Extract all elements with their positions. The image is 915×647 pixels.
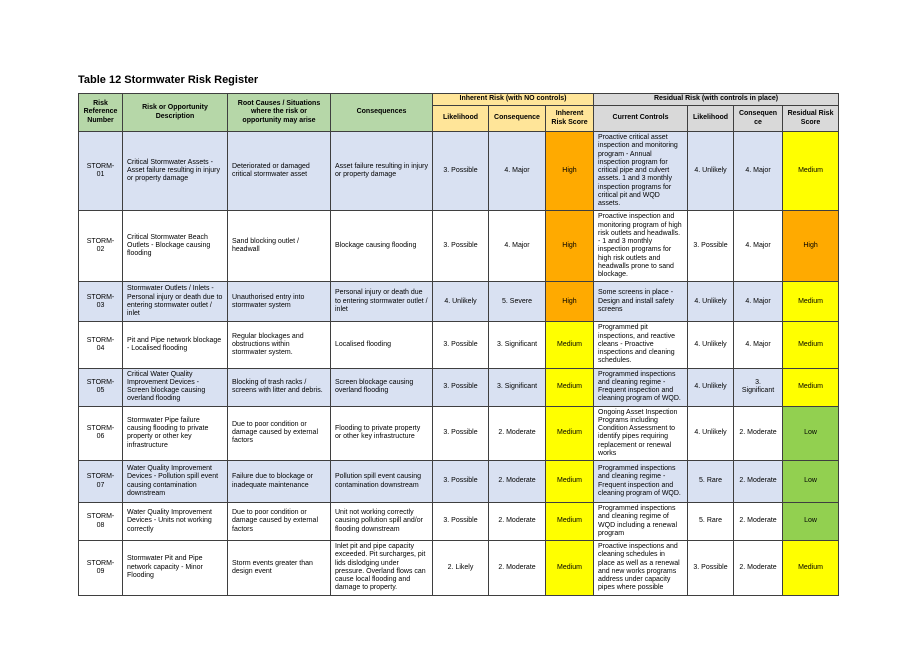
table-row — [79, 132, 839, 211]
inherent-consequence-cell: 3. Significant — [489, 322, 546, 368]
table-row — [79, 322, 839, 368]
consequences-cell: Pollution spill event causing contamination downstream — [331, 461, 433, 503]
current-controls-cell: Proactive inspection and monitoring program of high risk outlets and headwalls. - 1 and 3 monthly inspection programs for high risk outlets and headwalls prone to sand blockage. — [594, 211, 688, 282]
inherent-consequence-cell: 2. Moderate — [489, 541, 546, 596]
residual-consequence-cell: 2. Moderate — [734, 461, 783, 503]
residual-likelihood-cell: 4. Unlikely — [688, 282, 734, 322]
consequences-cell: Screen blockage causing overland flooding — [331, 368, 433, 406]
description-cell: Critical Stormwater Assets - Asset failure resulting in injury or property damage — [123, 132, 228, 211]
table-row — [79, 503, 839, 541]
col-header-root-causes: Root Causes / Situations where the risk or opportunity may arise — [228, 94, 331, 132]
col-header-current-controls: Current Controls — [594, 106, 688, 132]
inherent-likelihood-cell: 3. Possible — [433, 503, 489, 541]
residual-score-cell: Medium — [783, 282, 839, 322]
inherent-score-cell: Medium — [546, 322, 594, 368]
inherent-score-cell: Medium — [546, 368, 594, 406]
current-controls-cell: Programmed inspections and cleaning regime - Frequent inspection and cleaning program of WQD. — [594, 461, 688, 503]
inherent-likelihood-cell: 3. Possible — [433, 406, 489, 461]
risk-ref-cell: STORM-07 — [79, 461, 123, 503]
inherent-consequence-cell: 4. Major — [489, 211, 546, 282]
root-causes-cell: Unauthorised entry into stormwater system — [228, 282, 331, 322]
inherent-likelihood-cell: 3. Possible — [433, 132, 489, 211]
root-causes-cell: Due to poor condition or damage caused by external factors — [228, 406, 331, 461]
residual-likelihood-cell: 5. Rare — [688, 461, 734, 503]
col-header-residual-score: Residual Risk Score — [783, 106, 839, 132]
residual-score-cell: Medium — [783, 541, 839, 596]
group-header-residual-risk: Residual Risk (with controls in place) — [594, 94, 839, 106]
residual-consequence-cell: 4. Major — [734, 132, 783, 211]
consequences-cell: Localised flooding — [331, 322, 433, 368]
description-cell: Stormwater Pipe failure causing flooding to private property or other key infrastructure — [123, 406, 228, 461]
residual-score-cell: Low — [783, 406, 839, 461]
inherent-score-cell: High — [546, 132, 594, 211]
risk-ref-cell: STORM-01 — [79, 132, 123, 211]
inherent-score-cell: Medium — [546, 503, 594, 541]
table-row — [79, 406, 839, 461]
col-header-risk-ref: Risk Reference Number — [79, 94, 123, 132]
inherent-score-cell: Medium — [546, 406, 594, 461]
residual-likelihood-cell: 3. Possible — [688, 541, 734, 596]
inherent-consequence-cell: 2. Moderate — [489, 406, 546, 461]
risk-ref-cell: STORM-04 — [79, 322, 123, 368]
residual-consequence-cell: 2. Moderate — [734, 541, 783, 596]
residual-likelihood-cell: 5. Rare — [688, 503, 734, 541]
consequences-cell: Asset failure resulting in injury or property damage — [331, 132, 433, 211]
root-causes-cell: Due to poor condition or damage caused by external factors — [228, 503, 331, 541]
residual-score-cell: Medium — [783, 368, 839, 406]
col-header-inherent-likelihood: Likelihood — [433, 106, 489, 132]
col-header-description: Risk or Opportunity Description — [123, 94, 228, 132]
group-header-row — [79, 94, 839, 106]
current-controls-cell: Programmed inspections and cleaning regime of WQD including a renewal program — [594, 503, 688, 541]
inherent-score-cell: Medium — [546, 461, 594, 503]
inherent-likelihood-cell: 2. Likely — [433, 541, 489, 596]
description-cell: Pit and Pipe network blockage - Localised flooding — [123, 322, 228, 368]
risk-ref-cell: STORM-06 — [79, 406, 123, 461]
description-cell: Water Quality Improvement Devices - Units not working correctly — [123, 503, 228, 541]
residual-consequence-cell: 4. Major — [734, 211, 783, 282]
consequences-cell: Flooding to private property or other key infrastructure — [331, 406, 433, 461]
residual-score-cell: Low — [783, 461, 839, 503]
inherent-consequence-cell: 5. Severe — [489, 282, 546, 322]
root-causes-cell: Deteriorated or damaged critical stormwater asset — [228, 132, 331, 211]
inherent-consequence-cell: 3. Significant — [489, 368, 546, 406]
inherent-likelihood-cell: 3. Possible — [433, 461, 489, 503]
table-row — [79, 282, 839, 322]
table-header — [79, 94, 839, 132]
residual-consequence-cell: 4. Major — [734, 282, 783, 322]
residual-likelihood-cell: 4. Unlikely — [688, 132, 734, 211]
risk-ref-cell: STORM-02 — [79, 211, 123, 282]
root-causes-cell: Storm events greater than design event — [228, 541, 331, 596]
residual-likelihood-cell: 4. Unlikely — [688, 368, 734, 406]
residual-consequence-cell: 3. Significant — [734, 368, 783, 406]
consequences-cell: Personal injury or death due to entering stormwater outlet / inlet — [331, 282, 433, 322]
stormwater-risk-register-table — [78, 93, 839, 596]
consequences-cell: Blockage causing flooding — [331, 211, 433, 282]
inherent-consequence-cell: 2. Moderate — [489, 461, 546, 503]
col-header-inherent-consequence: Consequence — [489, 106, 546, 132]
root-causes-cell: Regular blockages and obstructions within stormwater system. — [228, 322, 331, 368]
description-cell: Water Quality Improvement Devices - Pollution spill event causing contamination downstream — [123, 461, 228, 503]
inherent-score-cell: High — [546, 211, 594, 282]
residual-likelihood-cell: 4. Unlikely — [688, 406, 734, 461]
inherent-likelihood-cell: 3. Possible — [433, 211, 489, 282]
residual-likelihood-cell: 4. Unlikely — [688, 322, 734, 368]
table-row — [79, 368, 839, 406]
consequences-cell: Inlet pit and pipe capacity exceeded. Pit surcharges, pit lids dislodging under pressure. Overland flows can cause local flooding and damage to property. — [331, 541, 433, 596]
residual-consequence-cell: 4. Major — [734, 322, 783, 368]
risk-ref-cell: STORM-03 — [79, 282, 123, 322]
inherent-score-cell: High — [546, 282, 594, 322]
residual-score-cell: Low — [783, 503, 839, 541]
risk-ref-cell: STORM-05 — [79, 368, 123, 406]
residual-score-cell: High — [783, 211, 839, 282]
current-controls-cell: Programmed inspections and cleaning regime - Frequent inspection and cleaning program of WQD. — [594, 368, 688, 406]
description-cell: Critical Water Quality Improvement Devices - Screen blockage causing overland flooding — [123, 368, 228, 406]
current-controls-cell: Some screens in place - Design and install safety screens — [594, 282, 688, 322]
description-cell: Critical Stormwater Beach Outlets - Blockage causing flooding — [123, 211, 228, 282]
col-header-residual-likelihood: Likelihood — [688, 106, 734, 132]
residual-likelihood-cell: 3. Possible — [688, 211, 734, 282]
residual-consequence-cell: 2. Moderate — [734, 406, 783, 461]
col-header-consequences: Consequences — [331, 94, 433, 132]
consequences-cell: Unit not working correctly causing pollution spill and/or flooding downstream — [331, 503, 433, 541]
table-row — [79, 541, 839, 596]
risk-ref-cell: STORM-09 — [79, 541, 123, 596]
group-header-inherent-risk: Inherent Risk (with NO controls) — [433, 94, 594, 106]
table-row — [79, 461, 839, 503]
col-header-residual-consequence: Consequence — [734, 106, 783, 132]
risk-rows — [79, 132, 839, 596]
inherent-score-cell: Medium — [546, 541, 594, 596]
inherent-consequence-cell: 2. Moderate — [489, 503, 546, 541]
root-causes-cell: Failure due to blockage or inadequate maintenance — [228, 461, 331, 503]
table-row — [79, 211, 839, 282]
description-cell: Stormwater Pit and Pipe network capacity - Minor Flooding — [123, 541, 228, 596]
description-cell: Stormwater Outlets / Inlets - Personal injury or death due to entering stormwater outlet / inlet — [123, 282, 228, 322]
root-causes-cell: Sand blocking outlet / headwall — [228, 211, 331, 282]
risk-ref-cell: STORM-08 — [79, 503, 123, 541]
residual-score-cell: Medium — [783, 322, 839, 368]
residual-score-cell: Medium — [783, 132, 839, 211]
residual-consequence-cell: 2. Moderate — [734, 503, 783, 541]
root-causes-cell: Blocking of trash racks / screens with litter and debris. — [228, 368, 331, 406]
current-controls-cell: Ongoing Asset Inspection Programs including Condition Assessment to identify pipes requiring replacement or renewal works — [594, 406, 688, 461]
inherent-likelihood-cell: 3. Possible — [433, 368, 489, 406]
page-title: Table 12 Stormwater Risk Register — [78, 74, 259, 86]
inherent-likelihood-cell: 3. Possible — [433, 322, 489, 368]
current-controls-cell: Programmed pit inspections, and reactive cleans - Proactive inspections and cleaning schedules. — [594, 322, 688, 368]
current-controls-cell: Proactive inspections and cleaning schedules in place as well as a renewal and new works programs address under capacity pipes where possible — [594, 541, 688, 596]
inherent-likelihood-cell: 4. Unlikely — [433, 282, 489, 322]
col-header-inherent-score: Inherent Risk Score — [546, 106, 594, 132]
current-controls-cell: Proactive critical asset inspection and monitoring program - Annual inspection program for critical pipe and culvert assets. 1 and 3 monthly inspection programs for critical pit and WQD assets. — [594, 132, 688, 211]
inherent-consequence-cell: 4. Major — [489, 132, 546, 211]
